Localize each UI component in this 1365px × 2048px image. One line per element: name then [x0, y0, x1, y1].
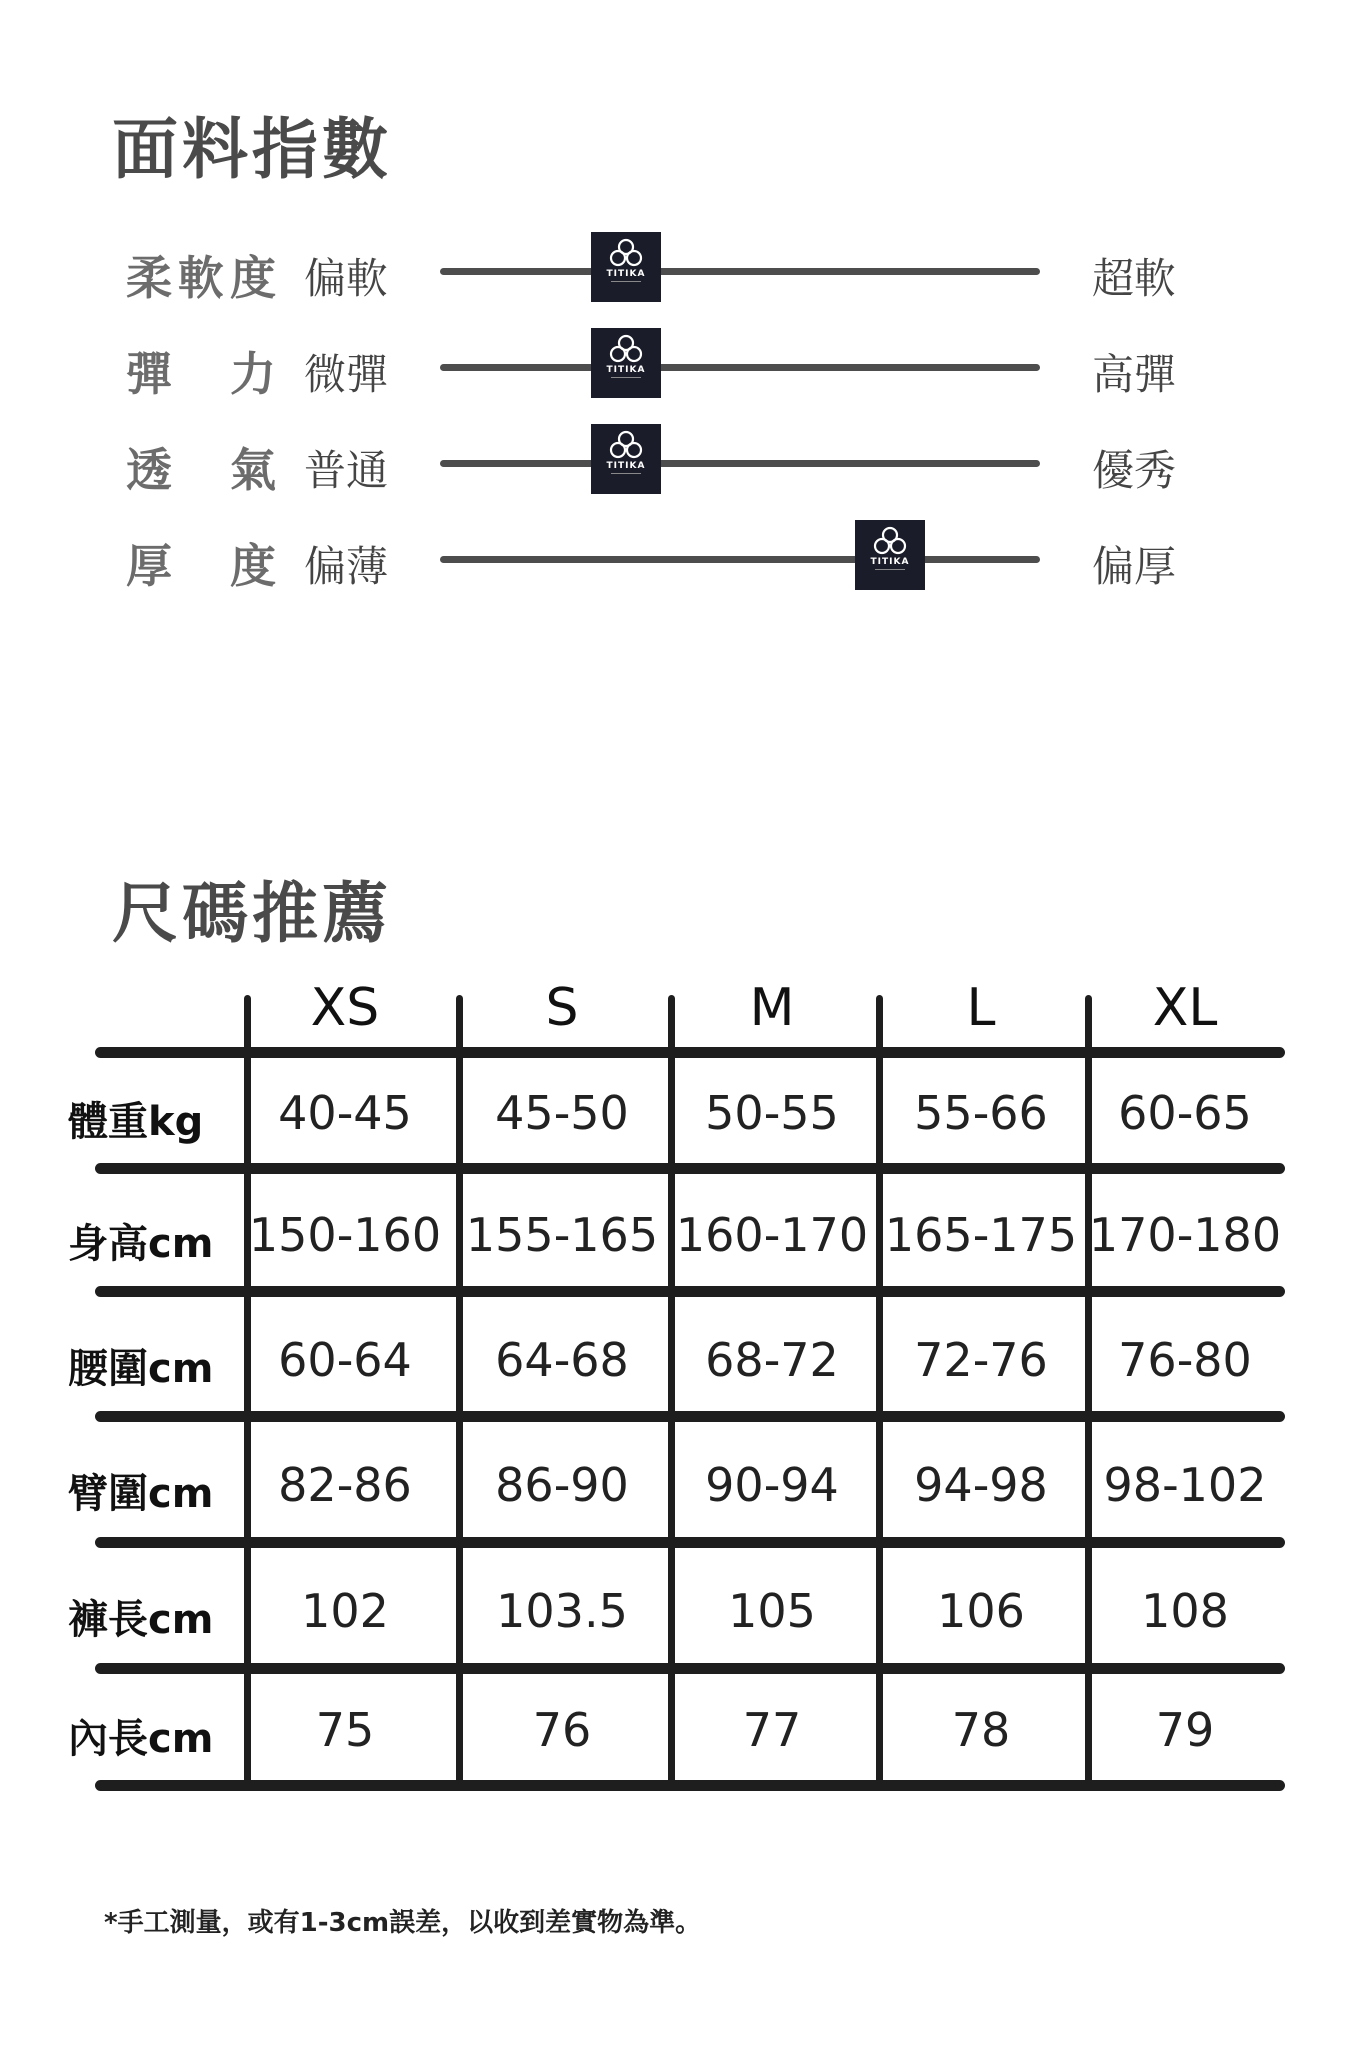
- table-cell: 72-76: [914, 1333, 1048, 1387]
- table-cell: 55-66: [914, 1086, 1048, 1140]
- table-cell: 60-65: [1118, 1086, 1252, 1140]
- table-cell: 75: [315, 1703, 375, 1757]
- fabric-row: [0, 232, 1365, 312]
- table-cell: 94-98: [914, 1458, 1048, 1512]
- scale-track: [440, 556, 1040, 563]
- fabric-row: [0, 328, 1365, 408]
- fabric-attribute-name: 彈 力: [126, 347, 276, 401]
- scale-low-label: 偏軟: [304, 254, 389, 303]
- measurement-row-header: 褲長cm: [68, 1597, 214, 1643]
- table-cell: 40-45: [278, 1086, 412, 1140]
- measurement-row-header: 身高cm: [68, 1221, 214, 1267]
- fabric-attribute-name: 透 氣: [126, 443, 276, 497]
- brand-mark-underline: [611, 473, 641, 474]
- table-cell: 90-94: [705, 1458, 839, 1512]
- scale-low-label: 普通: [304, 446, 389, 495]
- table-cell: 103.5: [496, 1584, 628, 1638]
- table-cell: 45-50: [495, 1086, 629, 1140]
- size-column-header: M: [749, 978, 795, 1038]
- measurement-row-header: 體重kg: [68, 1099, 204, 1145]
- table-cell: 105: [728, 1584, 816, 1638]
- table-cell: 86-90: [495, 1458, 629, 1512]
- table-row-divider: [95, 1286, 1285, 1297]
- brand-mark-label: TITIKA: [606, 269, 646, 279]
- scale-marker: [855, 520, 925, 590]
- table-cell: 50-55: [705, 1086, 839, 1140]
- scale-low-label: 微彈: [304, 350, 389, 399]
- brand-mark-underline: [611, 377, 641, 378]
- clover-logo-icon: [609, 238, 643, 268]
- size-column-header: XL: [1152, 978, 1218, 1038]
- table-cell: 60-64: [278, 1333, 412, 1387]
- table-row-divider: [95, 1537, 1285, 1548]
- scale-track: [440, 268, 1040, 275]
- table-cell: 76-80: [1118, 1333, 1252, 1387]
- fabric-attribute-name: 厚 度: [126, 539, 276, 593]
- scale-high-label: 高彈: [1092, 350, 1177, 399]
- scale-high-label: 優秀: [1092, 446, 1177, 495]
- scale-track: [440, 364, 1040, 371]
- table-cell: 165-175: [884, 1208, 1078, 1262]
- table-cell: 108: [1141, 1584, 1229, 1638]
- table-cell: 106: [937, 1584, 1025, 1638]
- fabric-index-title: 面料指數: [112, 111, 392, 188]
- fabric-row: [0, 424, 1365, 504]
- table-cell: 77: [742, 1703, 802, 1757]
- table-cell: 155-165: [465, 1208, 659, 1262]
- size-column-header: XS: [310, 978, 380, 1038]
- scale-high-label: 超軟: [1092, 254, 1177, 303]
- brand-mark-label: TITIKA: [606, 461, 646, 471]
- table-cell: 98-102: [1103, 1458, 1267, 1512]
- measurement-row-header: 臂圍cm: [68, 1471, 214, 1517]
- measurement-row-header: 腰圍cm: [68, 1346, 214, 1392]
- scale-marker: [591, 232, 661, 302]
- measurement-row-header: 內長cm: [68, 1716, 214, 1762]
- table-row-divider: [95, 1411, 1285, 1422]
- fabric-row: [0, 520, 1365, 600]
- table-cell: 170-180: [1088, 1208, 1282, 1262]
- measurement-footnote: *手工測量，或有1-3cm誤差，以收到差實物為準。: [104, 1908, 702, 1938]
- table-cell: 82-86: [278, 1458, 412, 1512]
- table-cell: 102: [301, 1584, 389, 1638]
- brand-mark-label: TITIKA: [606, 365, 646, 375]
- table-cell: 160-170: [675, 1208, 869, 1262]
- scale-marker: [591, 424, 661, 494]
- scale-track: [440, 460, 1040, 467]
- table-cell: 150-160: [248, 1208, 442, 1262]
- table-row-divider: [95, 1780, 1285, 1791]
- size-column-header: S: [545, 978, 579, 1038]
- brand-mark-underline: [611, 281, 641, 282]
- fabric-attribute-name: 柔 軟 度: [126, 251, 276, 305]
- clover-logo-icon: [873, 526, 907, 556]
- size-recommendation-title: 尺碼推薦: [112, 875, 392, 952]
- scale-high-label: 偏厚: [1092, 542, 1177, 591]
- brand-mark-label: TITIKA: [870, 557, 910, 567]
- scale-marker: [591, 328, 661, 398]
- clover-logo-icon: [609, 430, 643, 460]
- size-column-header: L: [966, 978, 996, 1038]
- table-row-divider: [95, 1047, 1285, 1058]
- scale-low-label: 偏薄: [304, 542, 389, 591]
- clover-logo-icon: [609, 334, 643, 364]
- table-cell: 64-68: [495, 1333, 629, 1387]
- table-cell: 76: [532, 1703, 592, 1757]
- table-cell: 68-72: [705, 1333, 839, 1387]
- table-cell: 79: [1155, 1703, 1215, 1757]
- table-cell: 78: [951, 1703, 1011, 1757]
- table-row-divider: [95, 1163, 1285, 1174]
- table-row-divider: [95, 1663, 1285, 1674]
- brand-mark-underline: [875, 569, 905, 570]
